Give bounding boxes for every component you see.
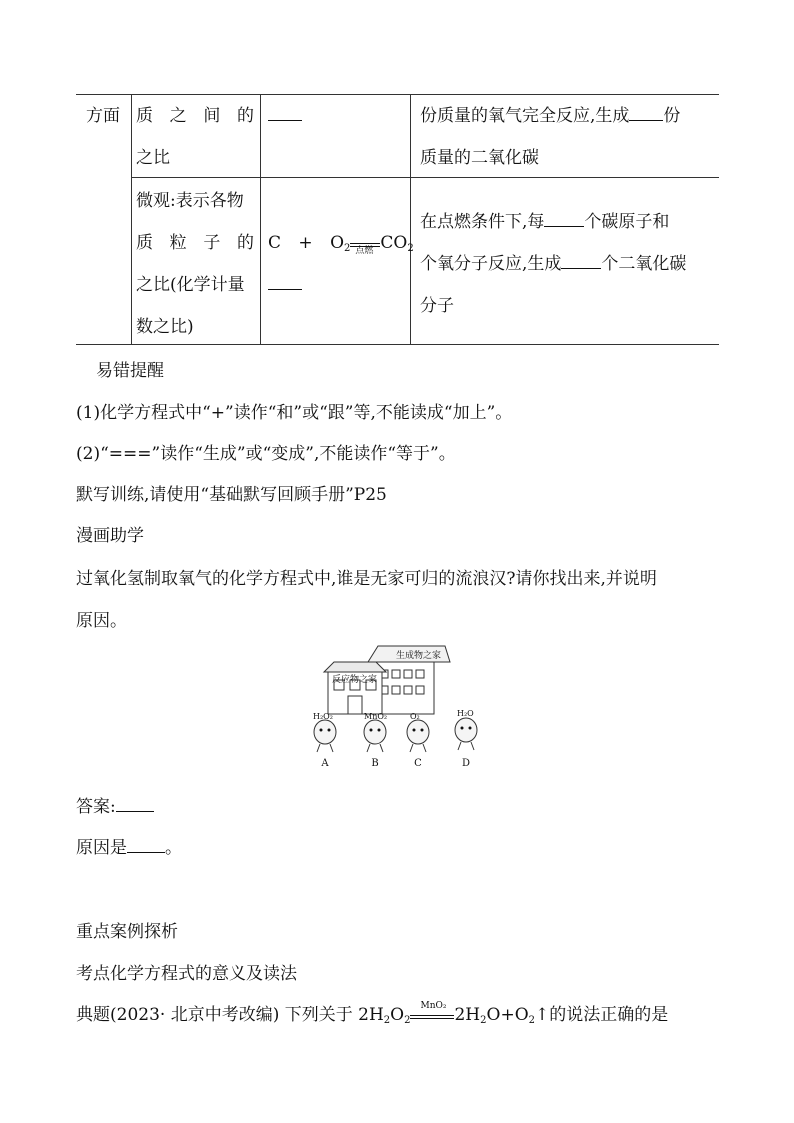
case-question-o: O — [390, 1005, 405, 1025]
reason-blank — [127, 851, 165, 853]
character-a-label: A — [321, 758, 329, 769]
case-question-product: 2H — [454, 1005, 481, 1025]
eq-co2: CO — [380, 233, 408, 253]
house-left — [324, 662, 386, 714]
character-b — [364, 720, 386, 752]
character-b-formula: MnO₂ — [364, 712, 388, 721]
character-d-formula: H₂O — [457, 709, 474, 718]
comic-illustration — [300, 644, 500, 772]
comic-question-line2: 原因。 — [76, 611, 127, 631]
reading-row2-line2 — [420, 243, 686, 285]
eq-arrow — [350, 239, 380, 256]
sub: 2 — [480, 1015, 487, 1026]
reading-row2-b: 个碳原子和 — [584, 212, 670, 232]
character-c-label: C — [414, 758, 422, 769]
meaning-row2-line1: 微观:表示各物 — [136, 191, 244, 211]
answer-line — [76, 792, 154, 817]
eq-condition: 点燃 — [355, 245, 374, 256]
eq-co2-subscript: 2 — [407, 243, 414, 254]
reading-row1-end: 份 — [663, 106, 681, 126]
reading-row1-line1 — [420, 95, 680, 137]
meaning-row2-line2: 质 粒 子 的 — [136, 233, 254, 253]
tip-item-1: (1)化学方程式中“+”读作“和”或“跟”等,不能读成“加上”。 — [76, 403, 513, 423]
character-d — [455, 718, 477, 750]
blank — [544, 225, 584, 227]
reading-row2-c: 个氧分子反应,生成 — [420, 254, 562, 274]
reading-row2-a: 在点燃条件下,每 — [420, 212, 545, 232]
symbol-row1-blank — [268, 95, 302, 137]
table-col-divider-2 — [260, 94, 261, 345]
character-a — [314, 720, 336, 752]
comic-question-line1: 过氧化氢制取氧气的化学方程式中,谁是无家可归的流浪汉?请你找出来,并说明 — [76, 569, 657, 589]
reading-row1-line2: 质量的二氧化碳 — [420, 148, 539, 168]
house-right-sign: 生成物之家 — [396, 651, 442, 661]
meaning-row2-line3: 之比(化学计量 — [136, 275, 245, 295]
meaning-row1-line2: 之比 — [136, 148, 170, 168]
character-c — [407, 720, 429, 752]
meaning-table — [76, 94, 719, 345]
case-topic: 考点化学方程式的意义及读法 — [76, 964, 297, 984]
comic-title: 漫画助学 — [76, 526, 144, 546]
case-eq-arrow — [410, 1000, 454, 1021]
eq-oxygen: O — [330, 233, 345, 253]
house-left-sign: 反应物之家 — [332, 675, 378, 685]
reading-row1-text: 份质量的氧气完全反应,生成 — [420, 106, 630, 126]
meaning-row1-line1: 质 之 间 的 — [136, 106, 254, 126]
character-b-label: B — [371, 758, 379, 769]
reason-end: 。 — [165, 838, 182, 858]
carbon-combustion-equation — [268, 222, 414, 270]
reason-label: 原因是 — [76, 838, 127, 858]
case-eq-catalyst: MnO₂ — [420, 1000, 447, 1011]
character-c-formula: O₂ — [410, 712, 420, 721]
tips-title: 易错提醒 — [96, 361, 164, 381]
blank — [629, 119, 663, 121]
sub: 2 — [404, 1015, 411, 1026]
eq-carbon: C — [268, 233, 282, 253]
case-title: 重点案例探析 — [76, 922, 178, 942]
reading-row2-line1 — [420, 201, 669, 243]
reading-row2-line3: 分子 — [420, 296, 454, 316]
sub: 2 — [383, 1015, 391, 1026]
case-question-start: 典题(2023· 北京中考改编) 下列关于 2H — [76, 1005, 384, 1025]
case-question-products: O+O — [486, 1005, 529, 1025]
practice-note: 默写训练,请使用“基础默写回顾手册”P25 — [76, 485, 387, 505]
sub: 2 — [528, 1015, 536, 1026]
reason-line — [76, 833, 182, 858]
table-col-divider-1 — [131, 94, 132, 345]
reading-row2-d: 个二氧化碳 — [601, 254, 687, 274]
blank — [561, 267, 601, 269]
table-col-divider-3 — [410, 94, 411, 345]
case-question-end: ↑的说法正确的是 — [535, 1005, 669, 1025]
answer-label: 答案: — [76, 797, 116, 817]
case-question — [76, 1000, 668, 1026]
character-a-formula: H₂O₂ — [313, 712, 333, 721]
answer-blank — [116, 810, 154, 812]
eq-plus: + — [298, 233, 313, 253]
character-d-label: D — [461, 758, 471, 769]
tip-item-2: (2)“===”读作“生成”或“变成”,不能读作“等于”。 — [76, 444, 456, 464]
meaning-row2-line4: 数之比) — [136, 317, 194, 337]
symbol-row2-blank — [268, 264, 302, 306]
aspect-label: 方面 — [86, 106, 120, 126]
eq-oxygen-subscript: 2 — [344, 243, 351, 254]
